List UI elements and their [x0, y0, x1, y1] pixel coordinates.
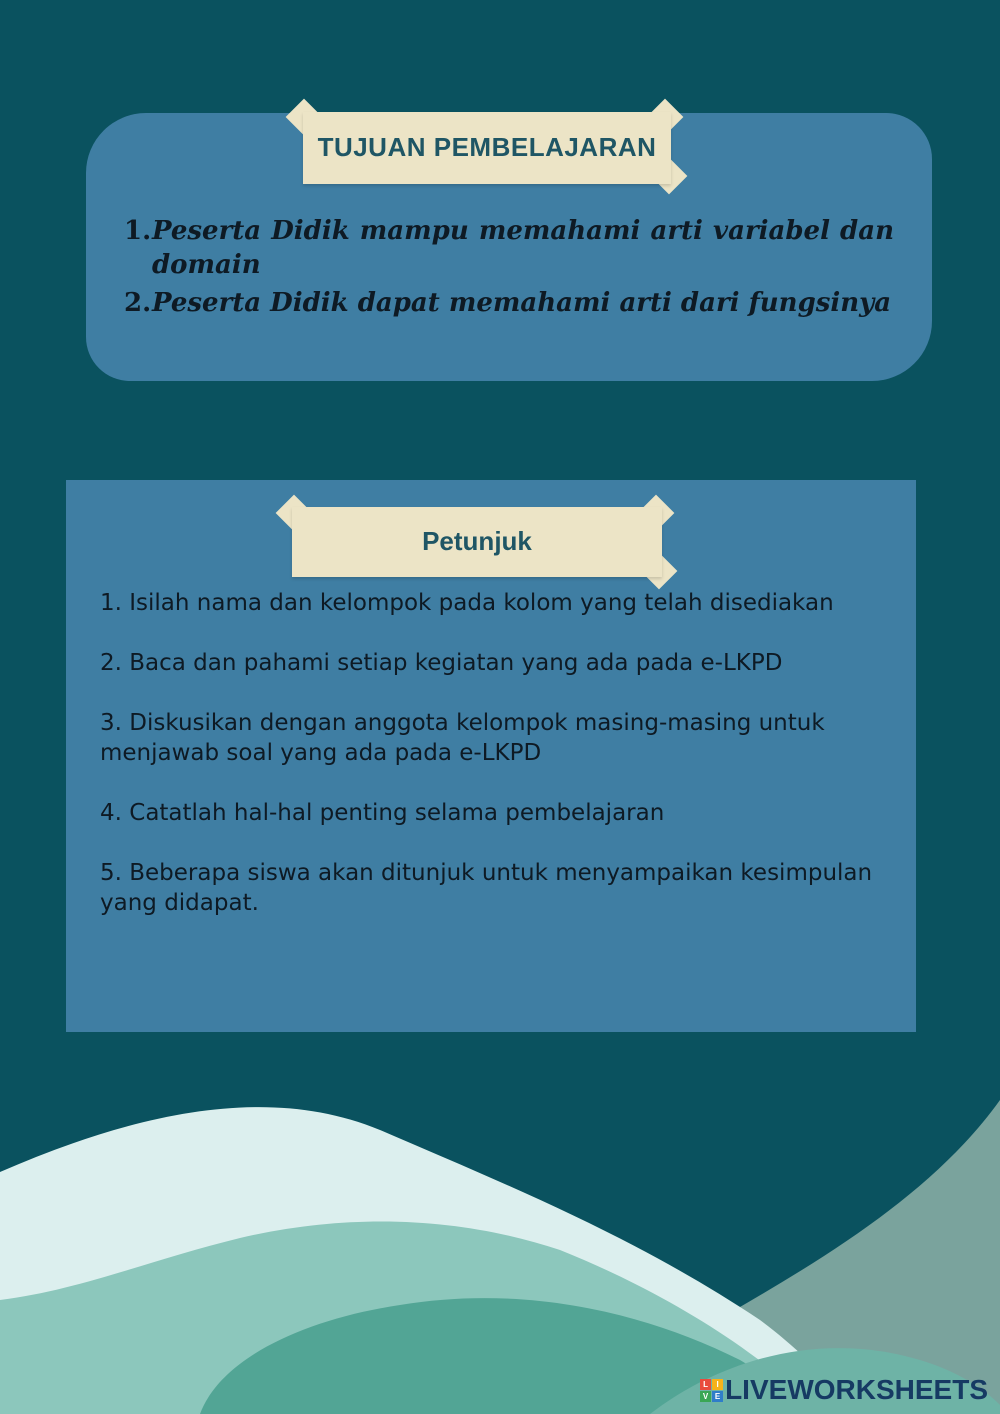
liveworksheets-brand — [700, 1374, 988, 1406]
instructions-title: Petunjuk — [292, 507, 662, 577]
liveworksheets-wordmark: LIVEWORKSHEETS — [725, 1374, 988, 1405]
instructions-list — [100, 588, 900, 948]
instruction-item: 4. Catatlah hal-hal penting selama pembelajaran — [100, 800, 665, 826]
objective-text: Peserta Didik mampu memahami arti variabel dan domain — [152, 216, 894, 280]
liveworksheets-logo-icon — [700, 1379, 723, 1402]
logo-tile: E — [712, 1391, 723, 1402]
objectives-title: TUJUAN PEMBELAJARAN — [303, 112, 671, 184]
objective-number: 1. — [124, 216, 152, 246]
objectives-list — [124, 214, 894, 324]
logo-tile: V — [700, 1391, 711, 1402]
decorative-waves — [0, 1060, 1000, 1414]
instruction-item: 1. Isilah nama dan kelompok pada kolom yang telah disediakan — [100, 590, 834, 616]
logo-tile: L — [700, 1379, 711, 1390]
instruction-item: 2. Baca dan pahami setiap kegiatan yang ada pada e-LKPD — [100, 650, 783, 676]
objective-item — [124, 214, 894, 282]
objective-item — [124, 286, 894, 320]
logo-tile: I — [712, 1379, 723, 1390]
instruction-item: 3. Diskusikan dengan anggota kelompok masing-masing untuk menjawab soal yang ada pada e-LKPD — [100, 710, 825, 766]
objective-text: Peserta Didik dapat memahami arti dari fungsinya — [152, 288, 892, 318]
objective-number: 2. — [124, 288, 152, 318]
instruction-item: 5. Beberapa siswa akan ditunjuk untuk menyampaikan kesimpulan yang didapat. — [100, 860, 873, 916]
